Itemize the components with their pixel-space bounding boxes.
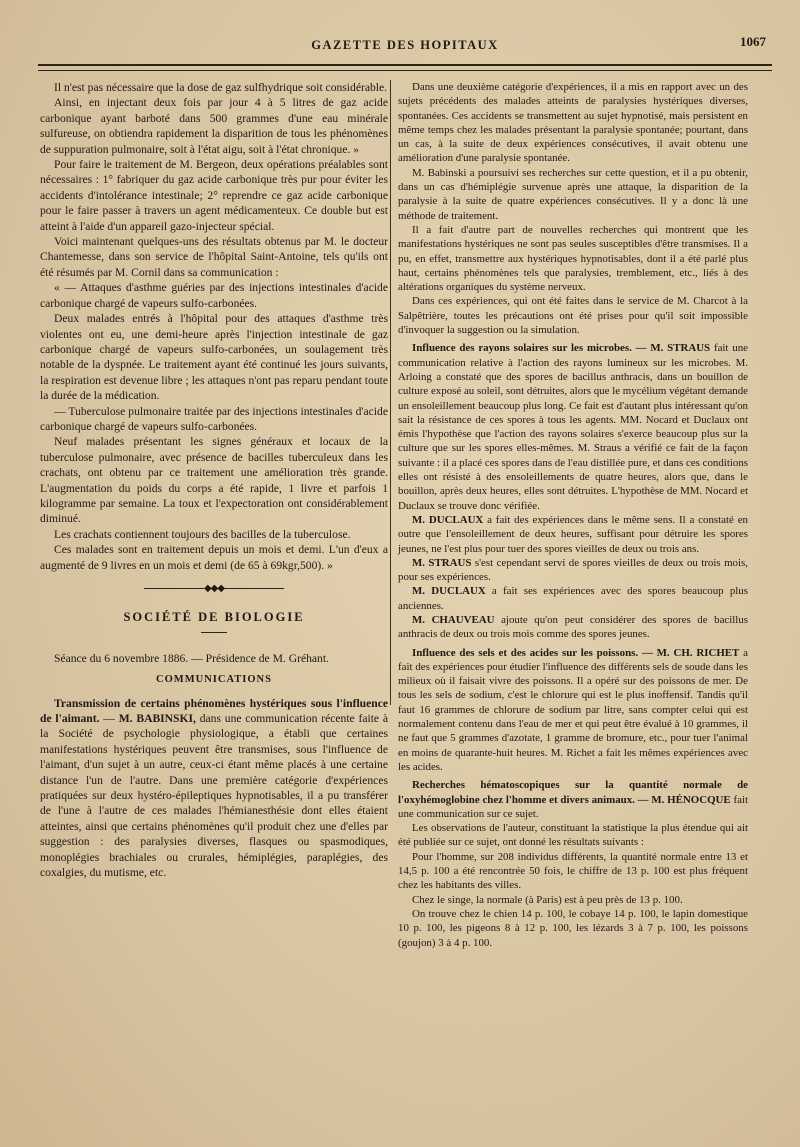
left-column	[40, 80, 388, 881]
article-heading: Influence des sels et des acides sur les poissons.	[412, 646, 639, 659]
paragraph: Ainsi, en injectant deux fois par jour 4 à 5 litres de gaz acide carbonique ayant barboté dans 500 grammes d'une eau minérale sulfureuse, on obtiendra rapidement la disparition de tous les phénomènes de suppuration pulmonaire, soit à l'état aigu, soit à l'état chronique. »	[40, 96, 388, 156]
paragraph: — Tuberculose pulmonaire traitée par des injections intestinales d'acide carbonique chargé de vapeurs sulfo-carbonées.	[40, 404, 388, 433]
article-paragraph: Transmission de certains phénomènes hystériques sous l'influence de l'aimant. — M. BABINSKI, dans une communication récente faite à la Société de psychologie physiologique, a établi que certaines manifestations hystériques peuvent être transmises, sous l'influence de l'aimant, d'un sujet à un autre, ceux-ci étant même placés à une certaine distance l'un de l'autre. Dans une première catégorie d'expériences pratiquées sur deux hystéro-épileptiques hypnotisables, il a pu transférer de l'une à l'autre de ces malades l'hémianesthésie dont elles étaient atteintes, ainsi que certains phénomènes qu'il produit chez une d'elles par suggestion : des paralysies diverses, flasques ou spasmodiques, monoplégies brachiales ou crurales, hémiplégies, paraplégies, des coxalgies, du mutisme, etc.	[40, 696, 389, 880]
column-divider	[390, 80, 391, 705]
article-paragraph	[398, 584, 748, 613]
article-body: dans une communication récente faite à la Société de psychologie physiologique, a établi que certaines manifestations hystériques peuvent être transmises, sous l'influence de l'aimant, d'un sujet à un autre, ceux-ci étant même placés à une certaine distance l'un de l'autre. Dans une première catégorie d'expériences pratiquées sur deux hystéro-épileptiques hypnotisables, il a pu transférer de l'une à l'autre de ces malades l'hémianesthésie dont elles étaient atteintes, ainsi que certains phénomènes qu'il produit chez une d'elles par suggestion : des paralysies diverses, flasques ou spasmodiques, monoplégies brachiales ou crurales, hémiplégies, paraplégies, des coxalgies, du mutisme, etc.	[40, 712, 389, 880]
paragraph: Voici maintenant quelques-uns des résultats obtenus par M. le docteur Chantemesse, dans son service de l'hôpital Saint-Antoine, tels qu'ils ont été résumés par M. Cornil dans sa communication :	[40, 235, 388, 279]
paragraph: Chez le singe, la normale (à Paris) est à peu près de 13 p. 100.	[412, 893, 683, 906]
paragraph: Pour faire le traitement de M. Bergeon, deux opérations préalables sont nécessaires : 1° fabriquer du gaz acide carbonique très pur pour éviter les accidents d'intolérance intestinale; 2° reprendre ce gaz acide carbonique pour le faire passer à travers un agent médicamenteux. Ce double but est atteint à l'aide d'un appareil gazo-injecteur spécial.	[40, 158, 388, 233]
author-name: M. CHAUVEAU	[412, 613, 495, 626]
article-paragraph	[398, 778, 748, 821]
paragraph: Pour l'homme, sur 208 individus différents, la quantité normale entre 13 et 14,5 p. 100 a été rencontrée 50 fois, le chiffre de 13 p. 100 est plus fréquent chez les habitants des villes.	[398, 850, 748, 892]
paragraph: On trouve chez le chien 14 p. 100, le cobaye 14 p. 100, le lapin domestique 10 p. 100, les pigeons 8 à 12 p. 100, les lézards 3 à 7 p. 100, les poissons (goujon) 3 à 4 p. 100.	[398, 907, 748, 949]
paragraph: Neuf malades présentant les signes généraux et locaux de la tuberculose pulmonaire, avec présence de bacilles tuberculeux dans les crachats, ont obtenu par ce traitement une amélioration très grande. L'augmentation du poids du corps a été rapide, 1 livre et parfois 1 kilogramme par semaine. La toux et l'expectoration ont considérablement diminué.	[40, 435, 388, 526]
article-body: a fait ses expériences avec des spores beaucoup plus anciennes.	[398, 585, 748, 612]
article-paragraph	[398, 646, 748, 775]
paragraph: M. Babinski a poursuivi ses recherches sur cette question, et il a pu obtenir, dans un cas d'hémiplégie survenue après une attaque, la disparition de la paralysie à la suite de quatre expériences consécutives. Il y a donc là une méthode de traitement.	[398, 166, 748, 222]
page-header	[40, 34, 770, 64]
paragraph: Dans une deuxième catégorie d'expériences, il a mis en rapport avec un des sujets précédents des malades atteints de paralysies hystériques diverses, spontanées. Ces accidents se transmettent au sujet hypnotisé, mais persistent en même temps chez les malades présentant la paralysie spontanée; pourtant, dans un cas, à la suite de deux expériences consécutives, il avait obtenu une amélioration d'une paralysie spontanée.	[398, 81, 748, 165]
article-paragraph	[398, 341, 748, 513]
paragraph: Il a fait d'autre part de nouvelles recherches qui montrent que les manifestations hystériques ne sont pas seules susceptibles d'être transmises. Il a pu, en effet, transmettre aux hystériques hypnotisables, dont il a été parlé plus haut, certains phénomènes tels que paralysies, tremblement, etc., liés à des altérations organiques du système nerveux.	[398, 223, 748, 294]
header-rule	[38, 64, 772, 71]
article-paragraph	[398, 513, 748, 556]
paragraph: Ces malades sont en traitement depuis un mois et demi. L'un d'eux a augmenté de 9 livres en un mois et demi (de 65 à 69kgr,500). »	[40, 543, 388, 572]
author-name: — M. CH. RICHET	[641, 646, 740, 659]
paragraph: Les crachats contiennent toujours des bacilles de la tuberculose.	[54, 527, 351, 541]
author-name: M. DUCLAUX	[412, 513, 484, 526]
paragraph: « — Attaques d'asthme guéries par des injections intestinales d'acide carbonique chargé de vapeurs sulfo-carbonées.	[40, 281, 388, 310]
paragraph: Il n'est pas nécessaire que la dose de gaz sulfhydrique soit considérable.	[54, 81, 388, 94]
article-body: a fait des expériences dans le même sens. Il a constaté en outre que l'ensoleillement de deux heures, suffisant pour détruire les spores jeunes, ne l'est plus pour tuer des spores vieilles de deux ou trois ans.	[398, 513, 748, 555]
author-name: — M. STRAUS	[635, 342, 711, 355]
session-line: Séance du 6 novembre 1886. — Présidence de M. Gréhant.	[54, 651, 329, 665]
page-number: 1067	[740, 34, 766, 49]
author-name: M. DUCLAUX	[412, 585, 486, 598]
author-name: M. BABINSKI,	[118, 712, 196, 726]
author-name: M. STRAUS	[412, 556, 472, 569]
article-body: ajoute qu'on peut considérer des spores de bacillus anthracis de deux ou trois mois comme des spores jeunes.	[398, 613, 748, 641]
paragraph: Deux malades entrés à l'hôpital pour des attaques d'asthme très violentes ont eu, une demi-heure après l'injection intestinale de gaz carbonique chargé de vapeurs sulfo-carbonées, un soulagement très notable de la dyspnée. Le traitement ayant été continué les jours suivants, la respiration est devenue libre ; les attaques n'ont pas reparu pendant toute la durée de la médication.	[40, 312, 388, 403]
journal-title: GAZETTE DES HOPITAUX	[311, 38, 499, 52]
paragraph: Dans ces expériences, qui ont été faites dans le service de M. Charcot à la Salpêtrière, toutes les précautions ont été prises pour qu'il soit impossible d'invoquer la suggestion ou la simulation.	[398, 295, 748, 337]
article-paragraph	[398, 613, 748, 642]
short-rule	[201, 632, 227, 633]
article-heading: Recherches hématoscopiques sur la quantité normale de l'oxyhémoglobine chez l'homme et divers animaux.	[398, 779, 748, 806]
article-heading: Influence des rayons solaires sur les microbes.	[412, 342, 632, 355]
subsection-title: COMMUNICATIONS	[156, 674, 272, 686]
section-title: SOCIÉTÉ DE BIOLOGIE	[123, 610, 305, 625]
article-paragraph	[398, 556, 748, 585]
article-body: a fait des expériences pour étudier l'influence des différents sels de soude dans les milieux où il faisait vivre des poissons. Il a opéré sur des poissons de mer. De tous les sels de sodium, c'est le chlorure qui est le plus inoffensif. Tandis qu'il faut 16 grammes de chlorure de sodium par litre, sans compter celui qui est normalement contenu dans l'eau de mer et qui peut être évalué à 10 grammes, il ne faut que 5 grammes d'azotate, 1 gramme de bromure, etc., pour tuer l'animal en moins de quarante-huit heures. M. Richet a fait les mêmes expériences avec les acides.	[398, 646, 748, 773]
article-heading: Transmission de certains phénomènes hystériques sous l'influence de l'aimant.	[40, 696, 388, 726]
author-name: — M. HÉNOCQUE	[637, 793, 731, 806]
article-body: s'est cependant servi de spores vieilles de deux ou trois mois, pour ses expériences.	[398, 556, 748, 584]
article-body: fait une communication relative à l'action des rayons lumineux sur les microbes. M. Arloing a constaté que des spores de bacillus anthracis, dans un bouillon de culture exposé au soleil, sont détruites, alors que le mycélium végétant demande un ensoleillement beaucoup plus long. Ce fait est d'autant plus intéressant qu'on sait la résistance de ces spores à tous les agents. MM. Nocard et Duclaux ont émis l'hypothèse que l'action des rayons solaires s'exerce beaucoup plus sur la culture que sur les spores elles-mêmes. M. Straus a vérifié ce fait de la façon suivante : il a placé ces spores dans de l'eau distillée pure, et dans ces conditions elles ont résisté à des ensoleillements de quatre heures, alors que, dans le bouillon, après deux heures, elles sont détruites. L'hypothèse de MM. Nocard et Duclaux se trouve donc vérifiée.	[398, 342, 748, 512]
article-body: fait une communication sur ce sujet.	[398, 793, 748, 820]
ornamental-separator: ◆◆◆	[40, 581, 388, 596]
right-column	[398, 80, 748, 950]
paragraph: Les observations de l'auteur, constituant la statistique la plus étendue qui ait été publiée sur ce sujet, ont donné les résultats suivants :	[398, 822, 748, 849]
